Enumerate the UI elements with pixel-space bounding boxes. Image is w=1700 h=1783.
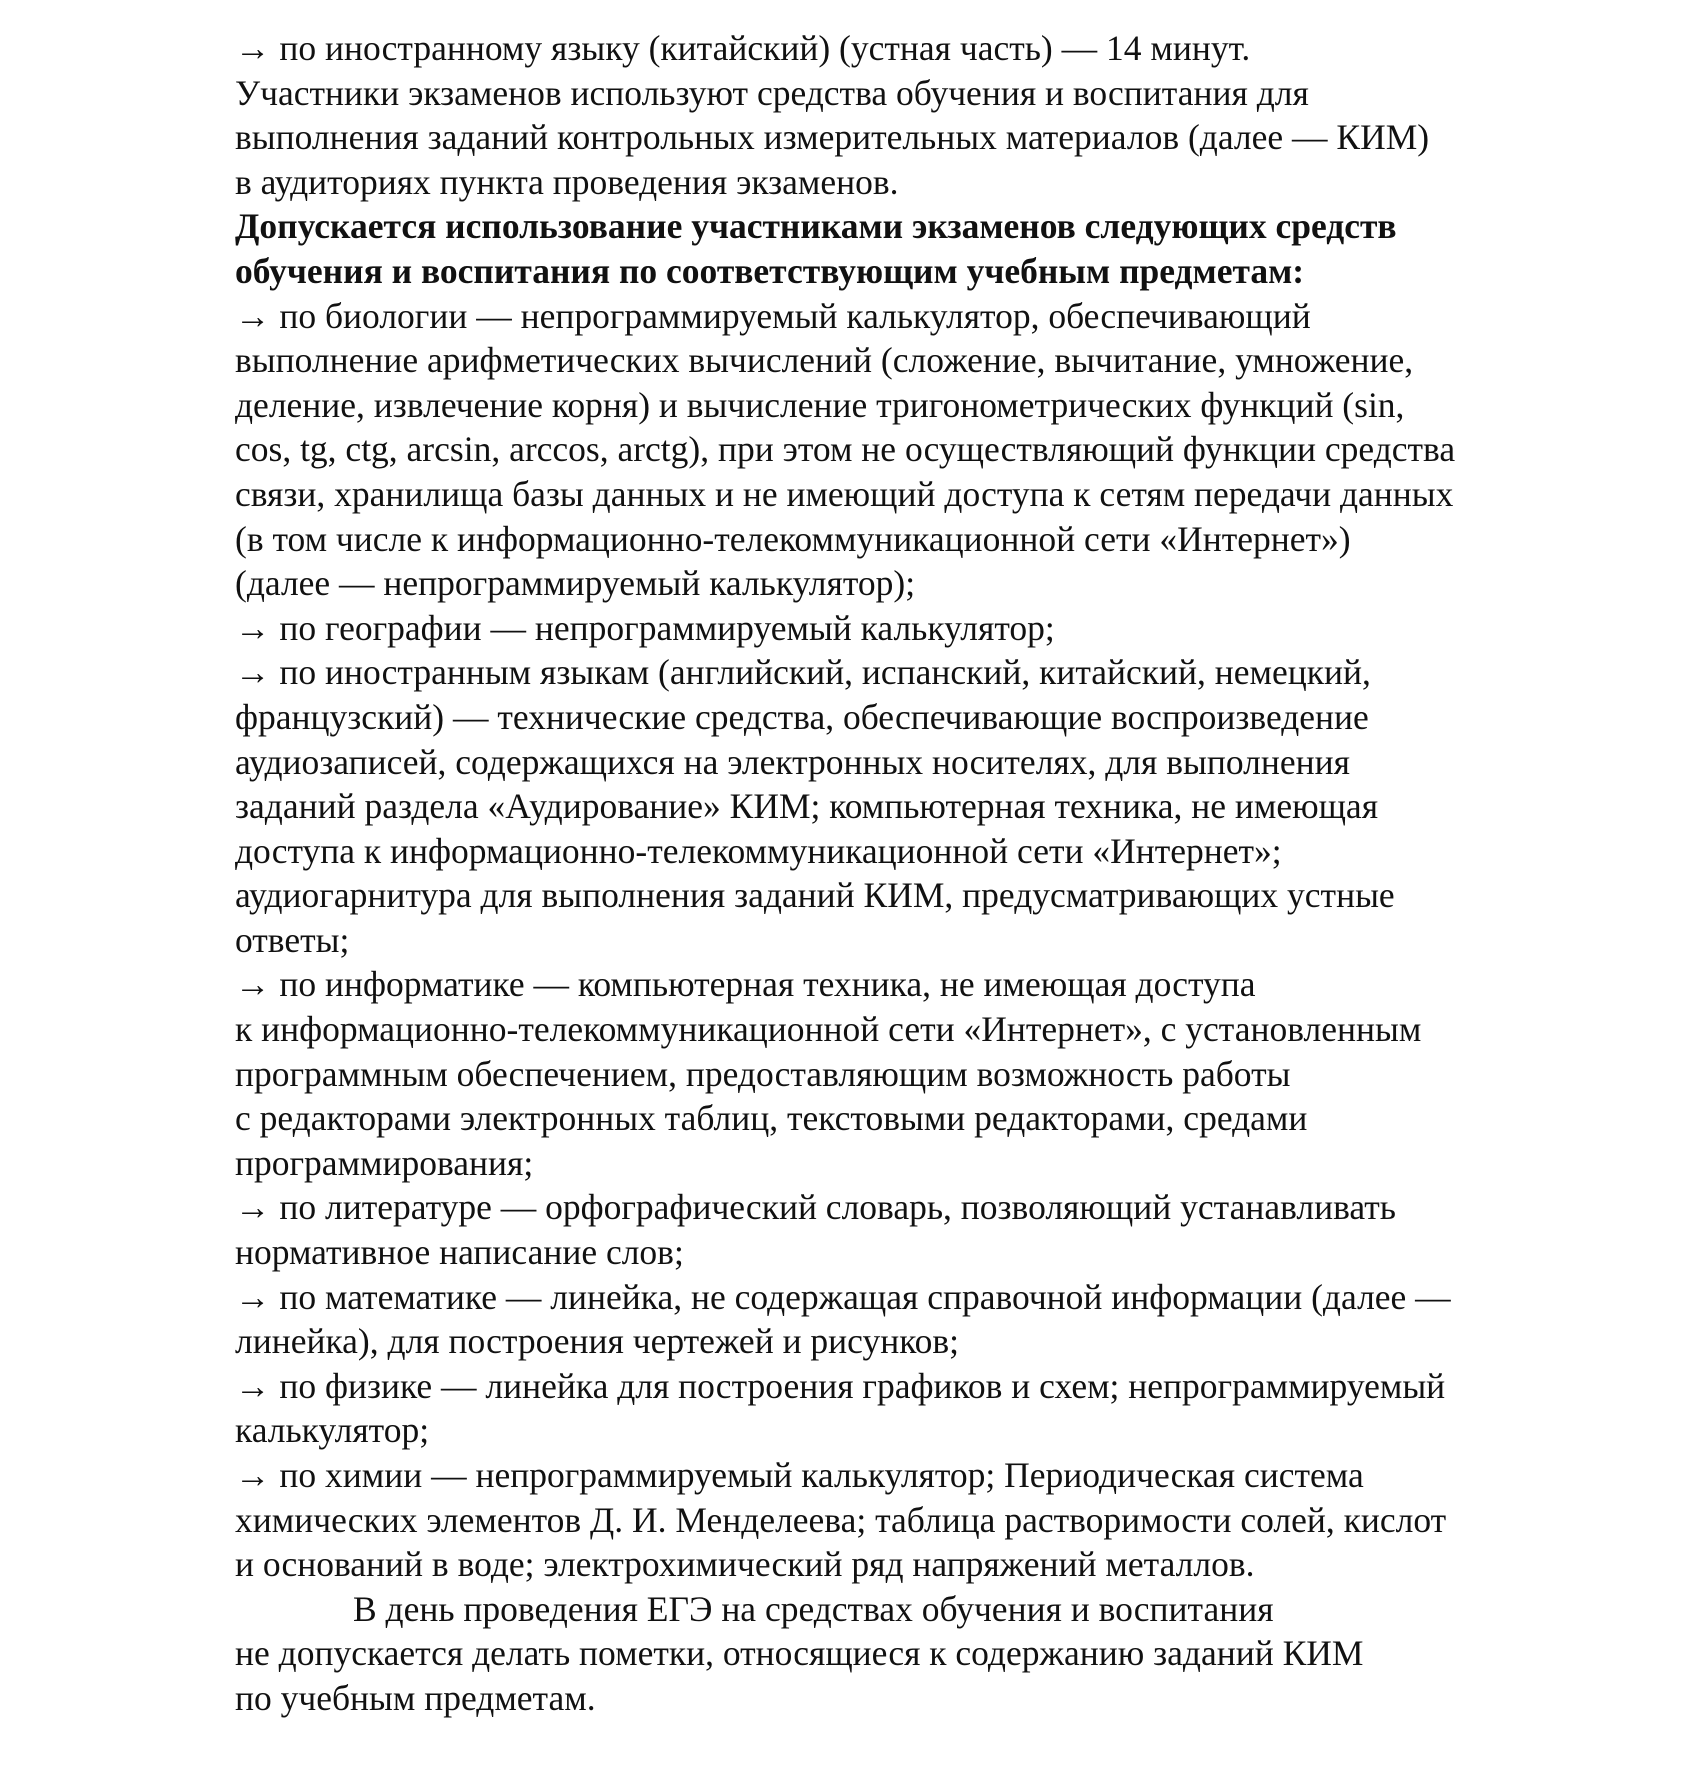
text-line: с редакторами электронных таблиц, текстовыми редакторами, средами [235, 1098, 1308, 1139]
list-item-informatics: → по информатике — компьютерная техника, не имеющая доступа [235, 964, 1256, 1005]
list-item-mathematics: → по математике — линейка, не содержащая справочной информации (далее — [235, 1276, 1451, 1317]
list-item-physics: → по физике — линейка для построения графиков и схем; непрограммируемый [235, 1365, 1446, 1406]
bold-heading-line: обучения и воспитания по соответствующим учебным предметам: [235, 250, 1305, 291]
text-line: не допускается делать пометки, относящиеся к содержанию заданий КИМ [235, 1633, 1364, 1674]
bold-heading-line: Допускается использование участниками экзаменов следующих средств [235, 206, 1397, 247]
text-line: аудиогарнитура для выполнения заданий КИМ, предусматривающих устные [235, 875, 1395, 916]
text-line: в аудиториях пункта проведения экзаменов. [235, 161, 899, 202]
list-item-geography: → по географии — непрограммируемый калькулятор; [235, 607, 1055, 648]
text-line-chinese-oral-time: → по иностранному языку (китайский) (устная часть) — 14 минут. [235, 28, 1251, 68]
text-line: ответы; [235, 919, 350, 960]
text-line: и оснований в воде; электрохимический ряд напряжений металлов. [235, 1544, 1255, 1585]
text-line: Участники экзаменов используют средства обучения и воспитания для [235, 72, 1309, 113]
text-line: деление, извлечение корня) и вычисление тригонометрических функций (sin, [235, 384, 1405, 425]
text-line: программирования; [235, 1142, 534, 1183]
list-item-literature: → по литературе — орфографический словарь, позволяющий устанавливать [235, 1187, 1396, 1228]
text-line: по учебным предметам. [235, 1677, 596, 1718]
text-line: связи, хранилища базы данных и не имеющий доступа к сетям передачи данных [235, 473, 1454, 514]
text-line: выполнение арифметических вычислений (сложение, вычитание, умножение, [235, 340, 1414, 381]
text-line: калькулятор; [235, 1410, 430, 1451]
list-item-foreign-languages: → по иностранным языкам (английский, испанский, китайский, немецкий, [235, 652, 1371, 693]
text-line: к информационно-телекоммуникационной сети «Интернет», с установленным [235, 1009, 1422, 1050]
list-item-chemistry: → по химии — непрограммируемый калькулятор; Периодическая система [235, 1455, 1364, 1495]
text-line: программным обеспечением, предоставляющим возможность работы [235, 1053, 1291, 1094]
list-item-biology: → по биологии — непрограммируемый калькулятор, обеспечивающий [235, 295, 1311, 336]
text-line: доступа к информационно-телекоммуникационной сети «Интернет»; [235, 830, 1282, 871]
document-page [235, 26, 1595, 1721]
text-line: (далее — непрограммируемый калькулятор); [235, 563, 916, 604]
text-line: (в том числе к информационно-телекоммуникационной сети «Интернет») [235, 518, 1351, 559]
text-line: нормативное написание слов; [235, 1232, 684, 1273]
text-line: выполнения заданий контрольных измерительных материалов (далее — КИМ) [235, 117, 1430, 158]
text-line: французский) — технические средства, обеспечивающие воспроизведение [235, 696, 1369, 737]
text-line: cos, tg, ctg, arcsin, arccos, arctg), при этом не осуществляющий функции средства [235, 429, 1456, 470]
indented-paragraph-line: В день проведения ЕГЭ на средствах обучения и воспитания [353, 1588, 1274, 1629]
text-line: химических элементов Д. И. Менделеева; таблица растворимости солей, кислот [235, 1499, 1447, 1540]
text-line: линейка), для построения чертежей и рисунков; [235, 1321, 960, 1362]
text-line: заданий раздела «Аудирование» КИМ; компьютерная техника, не имеющая [235, 786, 1379, 827]
text-line: аудиозаписей, содержащихся на электронных носителях, для выполнения [235, 741, 1350, 782]
